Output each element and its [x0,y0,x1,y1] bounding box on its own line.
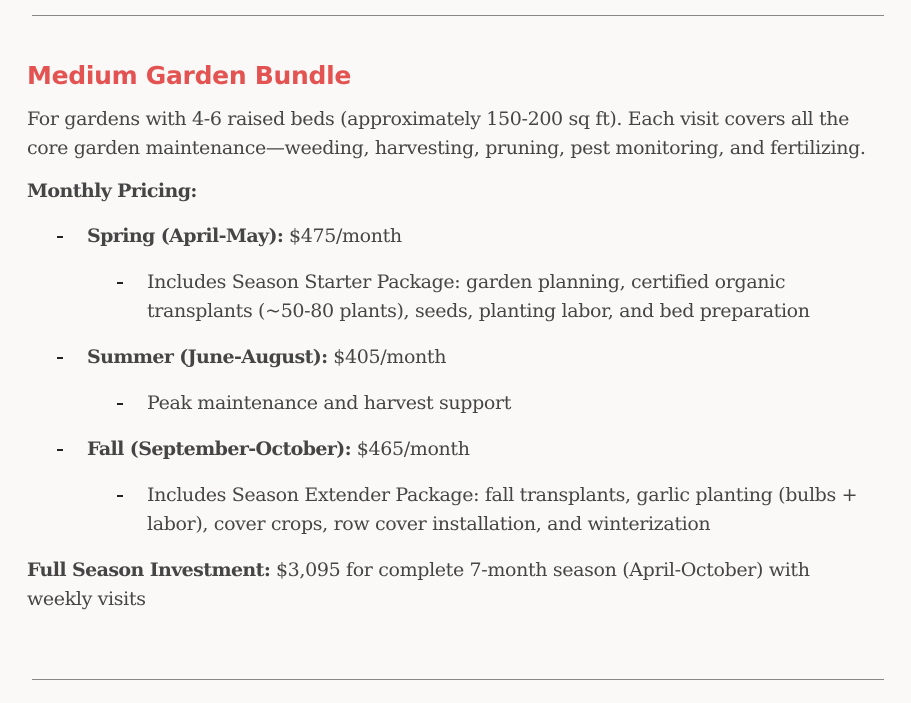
full-season-investment [27,556,877,614]
season-price: $475/month [283,225,402,247]
season-item-spring [27,222,877,326]
season-detail: Includes Season Extender Package: fall transplants, garlic planting (bulbs + labor), cover crops, row cover installation, and winterization [87,481,877,539]
season-price: $465/month [351,438,470,460]
season-name: Spring (April-May): [87,225,284,247]
bundle-description: For gardens with 4-6 raised beds (approximately 150-200 sq ft). Each visit covers all the core garden maintenance—weeding, harvesting, pruning, pest monitoring, and fertilizing. [27,108,866,159]
dash-bullet-icon [57,357,63,359]
season-name: Summer (June-August): [87,346,328,368]
season-name: Fall (September-October): [87,438,352,460]
bundle-section [27,58,877,614]
monthly-pricing-label: Monthly Pricing: [27,180,197,202]
total-text: $3,095 for complete 7-month season (April-October) with weekly visits [27,559,810,610]
dash-bullet-icon [117,403,123,405]
total-label: Full Season Investment: [27,559,271,581]
season-pricing-list [27,222,877,539]
season-detail: Includes Season Starter Package: garden planning, certified organic transplants (~50-80 plants), seeds, planting labor, and bed preparation [87,268,877,326]
bottom-divider [32,679,884,680]
season-details-list [87,268,877,326]
bundle-title: Medium Garden Bundle [27,61,351,90]
season-detail: Peak maintenance and harvest support [87,389,877,418]
season-item-fall [27,435,877,539]
dash-bullet-icon [57,236,63,238]
dash-bullet-icon [117,282,123,284]
dash-bullet-icon [57,449,63,451]
season-item-summer [27,343,877,418]
season-details-list [87,481,877,539]
season-price: $405/month [327,346,447,368]
top-divider [32,15,884,16]
season-details-list [87,389,877,418]
dash-bullet-icon [117,495,123,497]
